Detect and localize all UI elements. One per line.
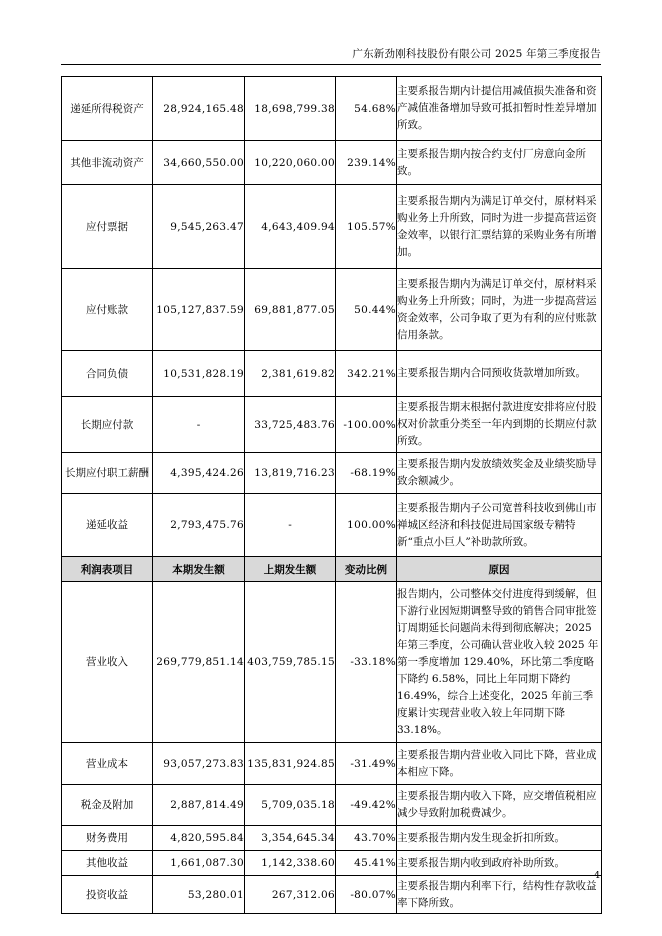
change-ratio: 100.00% bbox=[336, 494, 397, 557]
report-header-title: 广东新劲刚科技股份有限公司 2025 年第三季度报告 bbox=[352, 48, 601, 60]
table-row bbox=[62, 851, 602, 876]
current-amount: 34,660,550.00 bbox=[153, 141, 245, 185]
previous-amount: 10,220,060.00 bbox=[245, 141, 336, 185]
change-reason: 主要系报告期内发放绩效奖金及业绩奖励导致余额减少。 bbox=[397, 453, 602, 494]
change-ratio: -80.07% bbox=[336, 876, 397, 914]
current-amount: 4,395,424.26 bbox=[153, 453, 245, 494]
change-ratio: 342.21% bbox=[336, 351, 397, 397]
current-amount: 9,545,263.47 bbox=[153, 185, 245, 269]
header-current: 本期发生额 bbox=[153, 557, 245, 582]
table-row bbox=[62, 77, 602, 141]
current-amount: 93,057,273.83 bbox=[153, 743, 245, 785]
change-reason: 主要系报告期内合同预收货款增加所致。 bbox=[397, 351, 602, 397]
financial-changes-table bbox=[61, 76, 602, 914]
change-reason: 主要系报告期内为满足订单交付，原材料采购业务上升所致；同时，为进一步提高营运资金效率，公司争取了更为有利的应付账款信用条款。 bbox=[397, 269, 602, 351]
change-ratio: 54.68% bbox=[336, 77, 397, 141]
header-previous: 上期发生额 bbox=[245, 557, 336, 582]
previous-amount: 13,819,716.23 bbox=[245, 453, 336, 494]
item-name: 递延收益 bbox=[62, 494, 153, 557]
change-ratio: 105.57% bbox=[336, 185, 397, 269]
change-reason: 主要系报告期内为满足订单交付，原材料采购业务上升所致，同时为进一步提高营运资金效率，以银行汇票结算的采购业务有所增加。 bbox=[397, 185, 602, 269]
item-name: 长期应付款 bbox=[62, 397, 153, 453]
table-row bbox=[62, 494, 602, 557]
table-row bbox=[62, 876, 602, 914]
current-amount: 4,820,595.84 bbox=[153, 826, 245, 851]
item-name: 营业收入 bbox=[62, 582, 153, 743]
current-amount: 53,280.01 bbox=[153, 876, 245, 914]
previous-amount: 3,354,645.34 bbox=[245, 826, 336, 851]
item-name: 其他收益 bbox=[62, 851, 153, 876]
item-name: 营业成本 bbox=[62, 743, 153, 785]
item-name: 投资收益 bbox=[62, 876, 153, 914]
item-name: 应付账款 bbox=[62, 269, 153, 351]
item-name: 递延所得税资产 bbox=[62, 77, 153, 141]
table-row bbox=[62, 582, 602, 743]
change-ratio: -68.19% bbox=[336, 453, 397, 494]
current-amount: 2,793,475.76 bbox=[153, 494, 245, 557]
previous-amount: 2,381,619.82 bbox=[245, 351, 336, 397]
table-row bbox=[62, 453, 602, 494]
change-ratio: 43.70% bbox=[336, 826, 397, 851]
previous-amount: 267,312.06 bbox=[245, 876, 336, 914]
table-row bbox=[62, 785, 602, 826]
table-row bbox=[62, 743, 602, 785]
header-item: 利润表项目 bbox=[62, 557, 153, 582]
item-name: 其他非流动资产 bbox=[62, 141, 153, 185]
item-name: 应付票据 bbox=[62, 185, 153, 269]
change-reason: 主要系报告期内利率下行，结构性存款收益率下降所致。 bbox=[397, 876, 602, 914]
current-amount: 28,924,165.48 bbox=[153, 77, 245, 141]
previous-amount: - bbox=[245, 494, 336, 557]
change-reason: 主要系报告期内子公司宽普科技收到佛山市禅城区经济和科技促进局国家级专精特新“重点小巨人”补助款所致。 bbox=[397, 494, 602, 557]
current-amount: - bbox=[153, 397, 245, 453]
table-row bbox=[62, 269, 602, 351]
header-reason: 原因 bbox=[397, 557, 602, 582]
change-ratio: -31.49% bbox=[336, 743, 397, 785]
change-ratio: 239.14% bbox=[336, 141, 397, 185]
current-amount: 2,887,814.49 bbox=[153, 785, 245, 826]
change-reason: 主要系报告期内营业收入同比下降，营业成本相应下降。 bbox=[397, 743, 602, 785]
current-amount: 10,531,828.19 bbox=[153, 351, 245, 397]
change-reason: 主要系报告期内计提信用减值损失准备和资产减值准备增加导致可抵扣暂时性差异增加所致。 bbox=[397, 77, 602, 141]
header-divider bbox=[61, 64, 601, 65]
previous-amount: 1,142,338.60 bbox=[245, 851, 336, 876]
income-statement-header-row bbox=[62, 557, 602, 582]
item-name: 财务费用 bbox=[62, 826, 153, 851]
current-amount: 1,661,087.30 bbox=[153, 851, 245, 876]
change-reason: 报告期内，公司整体交付进度得到缓解，但下游行业因短期调整导致的销售合同审批签订周期延长问题尚未得到彻底解决；2025 年第三季度，公司确认营业收入较 2025 年第一季度增加 129.40%，环比第二季度略下降约 6.58%，同比上年同期下降约 16.49%，综合上述变化，2025 年前三季度累计实现营业收入较上年同期下降 33.18%。 bbox=[397, 582, 602, 743]
current-amount: 269,779,851.14 bbox=[153, 582, 245, 743]
change-reason: 主要系报告期内按合约支付厂房意向金所致。 bbox=[397, 141, 602, 185]
item-name: 税金及附加 bbox=[62, 785, 153, 826]
previous-amount: 4,643,409.94 bbox=[245, 185, 336, 269]
change-ratio: -33.18% bbox=[336, 582, 397, 743]
current-amount: 105,127,837.59 bbox=[153, 269, 245, 351]
item-name: 长期应付职工薪酬 bbox=[62, 453, 153, 494]
table-row bbox=[62, 141, 602, 185]
table-row bbox=[62, 185, 602, 269]
change-reason: 主要系报告期内发生现金折扣所致。 bbox=[397, 826, 602, 851]
table-row bbox=[62, 397, 602, 453]
header-change: 变动比例 bbox=[336, 557, 397, 582]
change-reason: 主要系报告期内收到政府补助所致。 bbox=[397, 851, 602, 876]
item-name: 合同负债 bbox=[62, 351, 153, 397]
change-reason: 主要系报告期内收入下降，应交增值税相应减少导致附加税费减少。 bbox=[397, 785, 602, 826]
previous-amount: 5,709,035.18 bbox=[245, 785, 336, 826]
table-row bbox=[62, 826, 602, 851]
previous-amount: 69,881,877.05 bbox=[245, 269, 336, 351]
table-row bbox=[62, 351, 602, 397]
previous-amount: 135,831,924.85 bbox=[245, 743, 336, 785]
previous-amount: 18,698,799.38 bbox=[245, 77, 336, 141]
page-number: 4 bbox=[593, 870, 600, 881]
change-ratio: 50.44% bbox=[336, 269, 397, 351]
change-ratio: -100.00% bbox=[336, 397, 397, 453]
change-reason: 主要系报告期末根据付款进度安排将应付股权对价款重分类至一年内到期的长期应付款所致。 bbox=[397, 397, 602, 453]
previous-amount: 403,759,785.15 bbox=[245, 582, 336, 743]
change-ratio: -49.42% bbox=[336, 785, 397, 826]
change-ratio: 45.41% bbox=[336, 851, 397, 876]
previous-amount: 33,725,483.76 bbox=[245, 397, 336, 453]
